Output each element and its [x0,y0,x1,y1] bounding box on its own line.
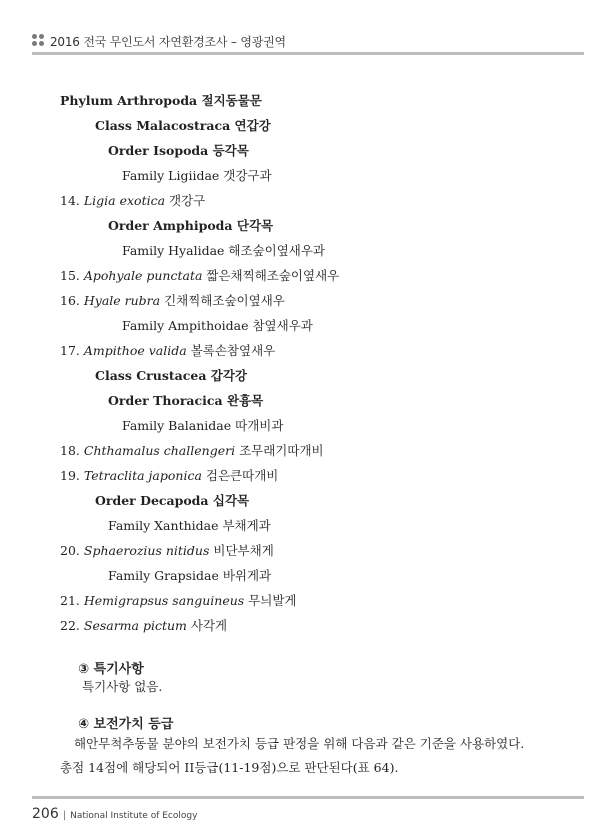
species-scientific-name: Tetraclita japonica [83,468,202,483]
family-row: Family Balanidae 따개비과 [122,418,284,433]
running-header [32,30,584,54]
family-row: Family Grapsidae 바위게과 [108,568,272,583]
footer-separator: | [62,810,67,821]
family-row: Family Ligiidae 갯강구과 [122,168,272,183]
page-footer [32,803,197,822]
class-row: Class Crustacea 갑각강 [95,368,247,383]
species-row [60,538,580,563]
taxonomic-list [60,88,580,638]
species-korean-name: 사각게 [190,618,228,633]
species-number: 20. [60,543,80,558]
footer-institute: National Institute of Ecology [70,811,198,821]
section-3-heading: ③ 특기사항 [78,662,144,677]
page-number: 206 [32,806,59,822]
footer-rule [32,796,584,799]
species-korean-name: 긴채찍해조숲이옆새우 [164,293,285,308]
header-title: 2016 전국 무인도서 자연환경조사 – 영광권역 [50,35,286,49]
header-rule [32,52,584,55]
species-number: 21. [60,593,80,608]
header-dots-icon [32,34,46,48]
phylum-row: Phylum Arthropoda 절지동물문 [60,93,262,108]
family-row: Family Hyalidae 해조숲이옆새우과 [122,243,325,258]
section-4-line-1: 해안무척추동물 분야의 보전가치 등급 판정을 위해 다음과 같은 기준을 사용하였다. [74,736,525,751]
species-scientific-name: Ampithoe valida [83,343,187,358]
order-row: Order Decapoda 십각목 [95,493,250,508]
species-korean-name: 검은큰따개비 [205,468,279,483]
species-scientific-name: Sesarma pictum [83,618,187,633]
species-number: 15. [60,268,80,283]
species-scientific-name: Sphaerozius nitidus [83,543,210,558]
species-row [60,613,580,638]
order-row: Order Thoracica 완흉목 [108,393,264,408]
species-row [60,263,580,288]
order-row: Order Isopoda 등각목 [108,143,249,158]
species-scientific-name: Apohyale punctata [83,268,203,283]
species-number: 22. [60,618,80,633]
class-row: Class Malacostraca 연갑강 [95,118,271,133]
species-korean-name: 갯강구 [169,193,206,208]
species-row [60,188,580,213]
species-scientific-name: Hemigrapsus sanguineus [83,593,245,608]
species-korean-name: 볼록손참옆새우 [190,343,276,358]
section-3-body: 특기사항 없음. [82,679,163,694]
family-row: Family Ampithoidae 참옆새우과 [122,318,313,333]
species-row [60,338,580,363]
species-row [60,588,580,613]
species-number: 18. [60,443,80,458]
order-row: Order Amphipoda 단각목 [108,218,274,233]
species-number: 17. [60,343,80,358]
species-korean-name: 비단부채게 [213,543,274,558]
species-scientific-name: Chthamalus challengeri [83,443,236,458]
species-row [60,288,580,313]
section-4-line-2: 총점 14점에 해당되어 II등급(11-19점)으로 판단된다(표 64). [60,760,399,775]
species-korean-name: 짧은채찍해조숲이옆새우 [206,268,340,283]
section-4-heading: ④ 보전가치 등급 [78,717,174,732]
species-row [60,438,580,463]
species-korean-name: 무늬발게 [248,593,297,608]
species-row [60,463,580,488]
species-number: 16. [60,293,80,308]
species-scientific-name: Hyale rubra [83,293,161,308]
species-scientific-name: Ligia exotica [83,193,166,208]
family-row: Family Xanthidae 부채게과 [108,518,271,533]
species-number: 14. [60,193,80,208]
species-number: 19. [60,468,80,483]
species-korean-name: 조무래기따개비 [239,443,324,458]
